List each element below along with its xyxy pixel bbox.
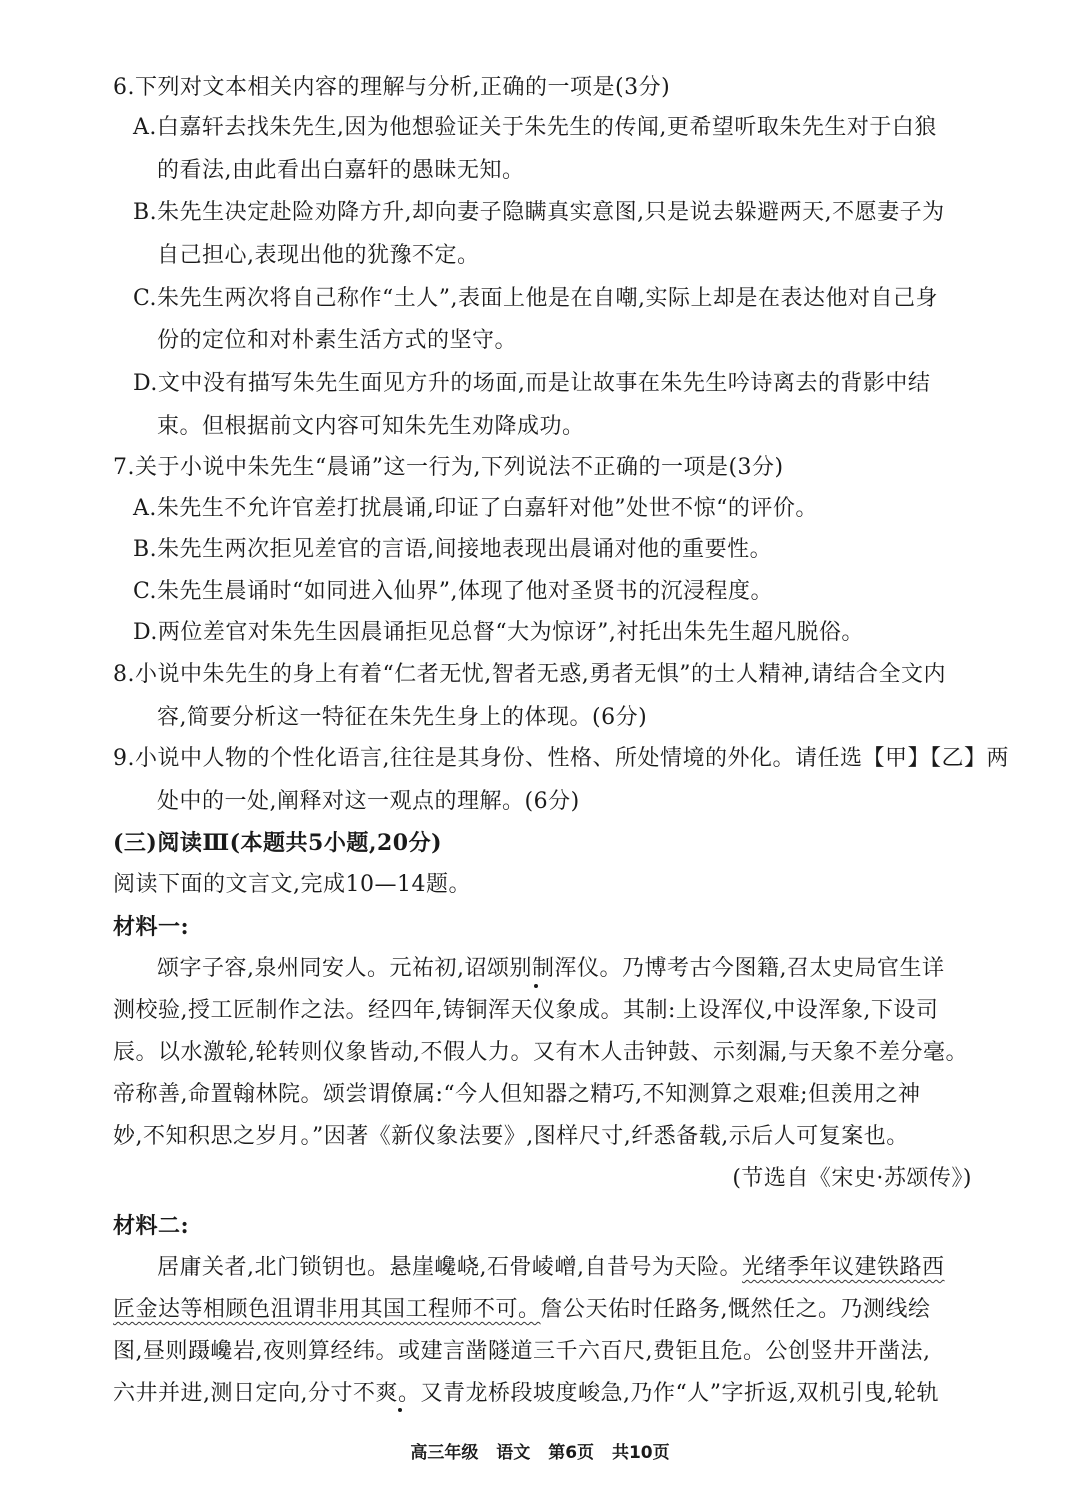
q7-option-c: C.朱先生晨诵时“如同进入仙界”,体现了他对圣贤书的沉浸程度。 [133, 579, 774, 604]
material2-text: 居庸关者,北门锁钥也。悬崖巉峣,石骨崚嶒,自昔号为天险。 [157, 1255, 742, 1280]
material2-line-3: 图,昼则蹑巉岩,夜则算经纬。或建言凿隧道三千六百尺,费钜且危。公创竖井开凿法, [113, 1339, 931, 1364]
footer-page: 第6页 [548, 1443, 595, 1463]
wavy-underlined-text: 匠金达等相顾色沮谓非用其国工程师不可。 [113, 1297, 541, 1322]
emphasis-dot [398, 1408, 402, 1412]
q6-option-b: B.朱先生决定赴险劝降方升,却向妻子隐瞒真实意图,只是说去躲避两天,不愿妻子为 [133, 200, 945, 225]
q6-option-c: C.朱先生两次将自己称作“土人”,表面上他是在自嘲,实际上却是在表达他对自己身 [133, 286, 939, 311]
material1-line: 帝称善,命置翰林院。颂尝谓僚属:“今人但知器之精巧,不知测算之艰难;但羡用之神 [113, 1082, 921, 1107]
material2-label: 材料二: [113, 1213, 190, 1239]
q7-option-a: A.朱先生不允许官差打扰晨诵,印证了白嘉轩对他”处世不惊“的评价。 [133, 496, 818, 521]
q6-option-a-cont: 的看法,由此看出白嘉轩的愚昧无知。 [157, 158, 525, 183]
q9-stem: 9.小说中人物的个性化语言,往往是其身份、性格、所处情境的外化。请任选【甲】【乙】两 [113, 746, 1009, 771]
material1-line: 辰。以水激轮,轮转则仪象皆动,不假人力。又有木人击钟鼓、示刻漏,与天象不差分毫。 [113, 1040, 968, 1065]
material2-line-1 [157, 1253, 945, 1283]
section-heading: (三)阅读Ⅲ(本题共5小题,20分) [113, 830, 443, 856]
footer-grade: 高三年级 [410, 1443, 479, 1463]
material1-source: (节选自《宋史·苏颂传》) [732, 1166, 972, 1191]
q6-stem: 6.下列对文本相关内容的理解与分析,正确的一项是(3分) [113, 75, 671, 100]
material2-line-4: 六井并进,测日定向,分寸不爽。又青龙桥段坡度峻急,乃作“人”字折返,双机引曳,轮轨 [113, 1381, 939, 1406]
q6-option-c-cont: 份的定位和对朴素生活方式的坚守。 [157, 328, 518, 353]
section-instruction: 阅读下面的文言文,完成10—14题。 [113, 872, 471, 897]
q9-stem-cont: 处中的一处,阐释对这一观点的理解。(6分) [157, 789, 580, 814]
q8-stem-cont: 容,简要分析这一特征在朱先生身上的体现。(6分) [157, 705, 648, 730]
footer-subject: 语文 [496, 1443, 531, 1463]
wavy-underlined-text: 光绪季年议建铁路西 [741, 1255, 945, 1280]
q7-option-d: D.两位差官对朱先生因晨诵拒见总督“大为惊讶”,衬托出朱先生超凡脱俗。 [133, 620, 864, 645]
page-footer [0, 1441, 1080, 1465]
q8-stem: 8.小说中朱先生的身上有着“仁者无忧,智者无惑,勇者无惧”的士人精神,请结合全文内 [113, 662, 946, 687]
material2-text: 詹公天佑时任路务,慨然任之。乃测线绘 [540, 1297, 931, 1322]
emphasis-dot [534, 984, 538, 988]
q6-option-d: D.文中没有描写朱先生面见方升的场面,而是让故事在朱先生吟诗离去的背影中结 [133, 371, 931, 396]
footer-total: 共10页 [611, 1443, 670, 1463]
material1-line: 妙,不知积思之岁月。”因著《新仪象法要》,图样尺寸,纤悉备载,示后人可复案也。 [113, 1124, 909, 1149]
q6-option-d-cont: 束。但根据前文内容可知朱先生劝降成功。 [157, 414, 585, 439]
material2-line-2 [113, 1295, 931, 1325]
material1-line: 测校验,授工匠制作之法。经四年,铸铜浑天仪象成。其制:上设浑仪,中设浑象,下设司 [113, 998, 939, 1023]
q6-option-b-cont: 自己担心,表现出他的犹豫不定。 [157, 243, 480, 268]
material1-label: 材料一: [113, 914, 190, 940]
q6-option-a: A.白嘉轩去找朱先生,因为他想验证关于朱先生的传闻,更希望听取朱先生对于白狼 [133, 115, 937, 140]
material1-line: 颂字子容,泉州同安人。元祐初,诏颂别制浑仪。乃博考古今图籍,召太史局官生详 [157, 956, 945, 981]
q7-option-b: B.朱先生两次拒见差官的言语,间接地表现出晨诵对他的重要性。 [133, 537, 773, 562]
q7-stem: 7.关于小说中朱先生“晨诵”这一行为,下列说法不正确的一项是(3分) [113, 455, 784, 480]
